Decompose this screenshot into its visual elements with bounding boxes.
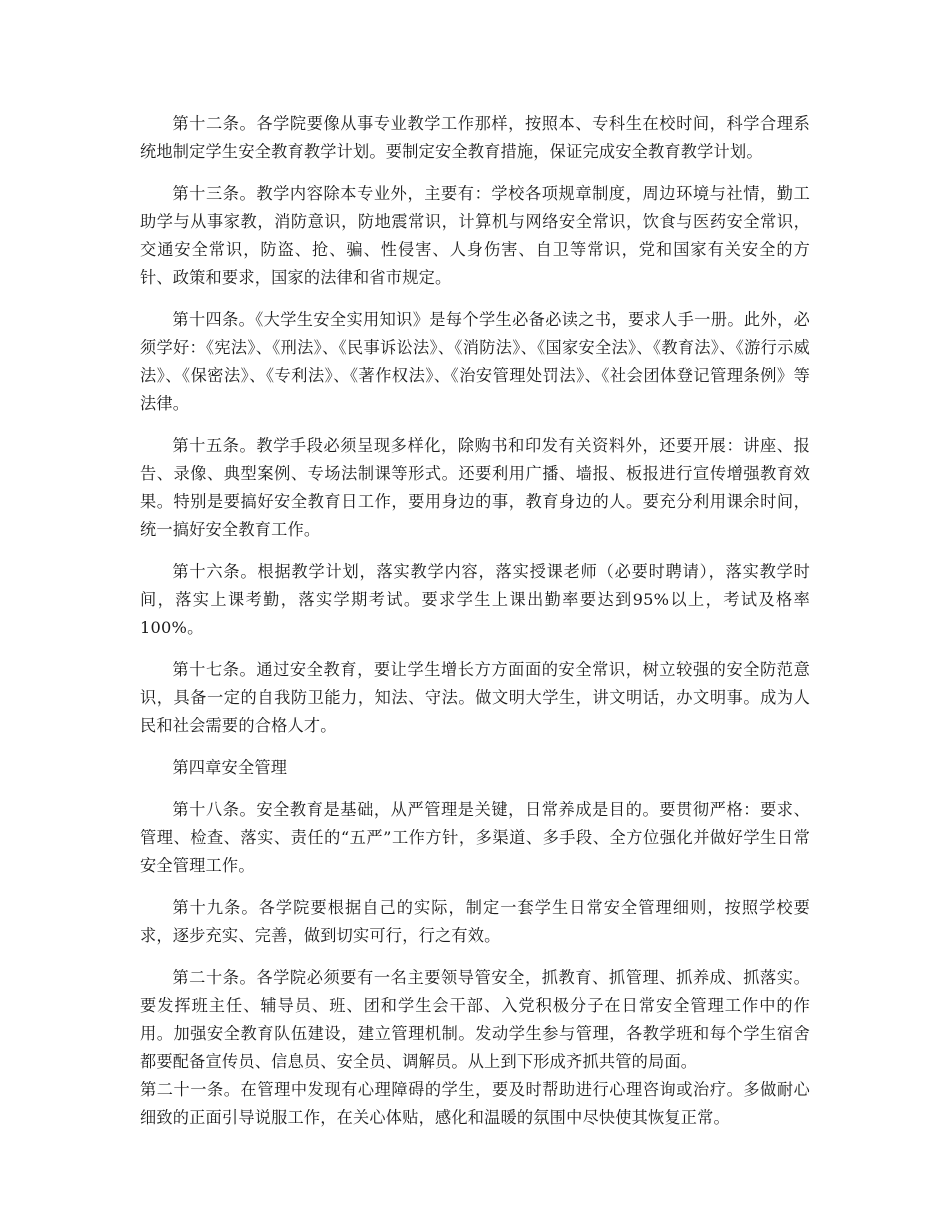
- article-21: 第二十一条。在管理中发现有心理障碍的学生，要及时帮助进行心理咨询或治疗。多做耐心细致的正面引导说服工作，在关心体贴，感化和温暖的氛围中尽快使其恢复正常。: [140, 1080, 810, 1127]
- article-14: 第十四条。《大学生安全实用知识》是每个学生必备必读之书，要求人手一册。此外，必须学好：《宪法》、《刑法》、《民事诉讼法》、《消防法》、《国家安全法》、《教育法》、《游行示威法》、《保密法》、《专利法》、《著作权法》、《治安管理处罚法》、《社会团体登记管理条例》等法律。: [140, 310, 810, 413]
- article-13: 第十三条。教学内容除本专业外，主要有：学校各项规章制度，周边环境与社情，勤工助学与从事家教，消防意识，防地震常识，计算机与网络安全常识，饮食与医药安全常识，交通安全常识，防盗、抢、骗、性侵害、人身伤害、自卫等常识，党和国家有关安全的方针、政策和要求，国家的法律和省市规定。: [140, 184, 810, 287]
- article-20: 第二十条。各学院必须要有一名主要领导管安全，抓教育、抓管理、抓养成、抓落实。要发挥班主任、辅导员、班、团和学生会干部、入党积极分子在日常安全管理工作中的作用。加强安全教育队伍建设，建立管理机制。发动学生参与管理，各教学班和每个学生宿舍都要配备宣传员、信息员、安全员、调解员。从上到下形成齐抓共管的局面。: [140, 968, 810, 1071]
- article-12: 第十二条。各学院要像从事专业教学工作那样，按照本、专科生在校时间，科学合理系统地制定学生安全教育教学计划。要制定安全教育措施，保证完成安全教育教学计划。: [140, 114, 810, 161]
- article-17: 第十七条。通过安全教育，要让学生增长方方面面的安全常识，树立较强的安全防范意识，具备一定的自我防卫能力，知法、守法。做文明大学生，讲文明话，办文明事。成为人民和社会需要的合格人才。: [140, 660, 810, 735]
- article-15: 第十五条。教学手段必须呈现多样化，除购书和印发有关资料外，还要开展：讲座、报告、录像、典型案例、专场法制课等形式。还要利用广播、墙报、板报进行宣传增强教育效果。特别是要搞好安全教育日工作，要用身边的事，教育身边的人。要充分利用课余时间，统一搞好安全教育工作。: [140, 436, 810, 539]
- article-19: 第十九条。各学院要根据自己的实际，制定一套学生日常安全管理细则，按照学校要求，逐步充实、完善，做到切实可行，行之有效。: [140, 898, 810, 945]
- article-18: 第十八条。安全教育是基础，从严管理是关键，日常养成是目的。要贯彻严格：要求、管理、检查、落实、责任的“五严”工作方针，多渠道、多手段、全方位强化并做好学生日常安全管理工作。: [140, 800, 810, 875]
- article-16: 第十六条。根据教学计划，落实教学内容，落实授课老师（必要时聘请），落实教学时间，落实上课考勤，落实学期考试。要求学生上课出勤率要达到95%以上，考试及格率100%。: [140, 562, 810, 637]
- document-page: [140, 110, 810, 1146]
- chapter-heading: 第四章安全管理: [172, 758, 288, 777]
